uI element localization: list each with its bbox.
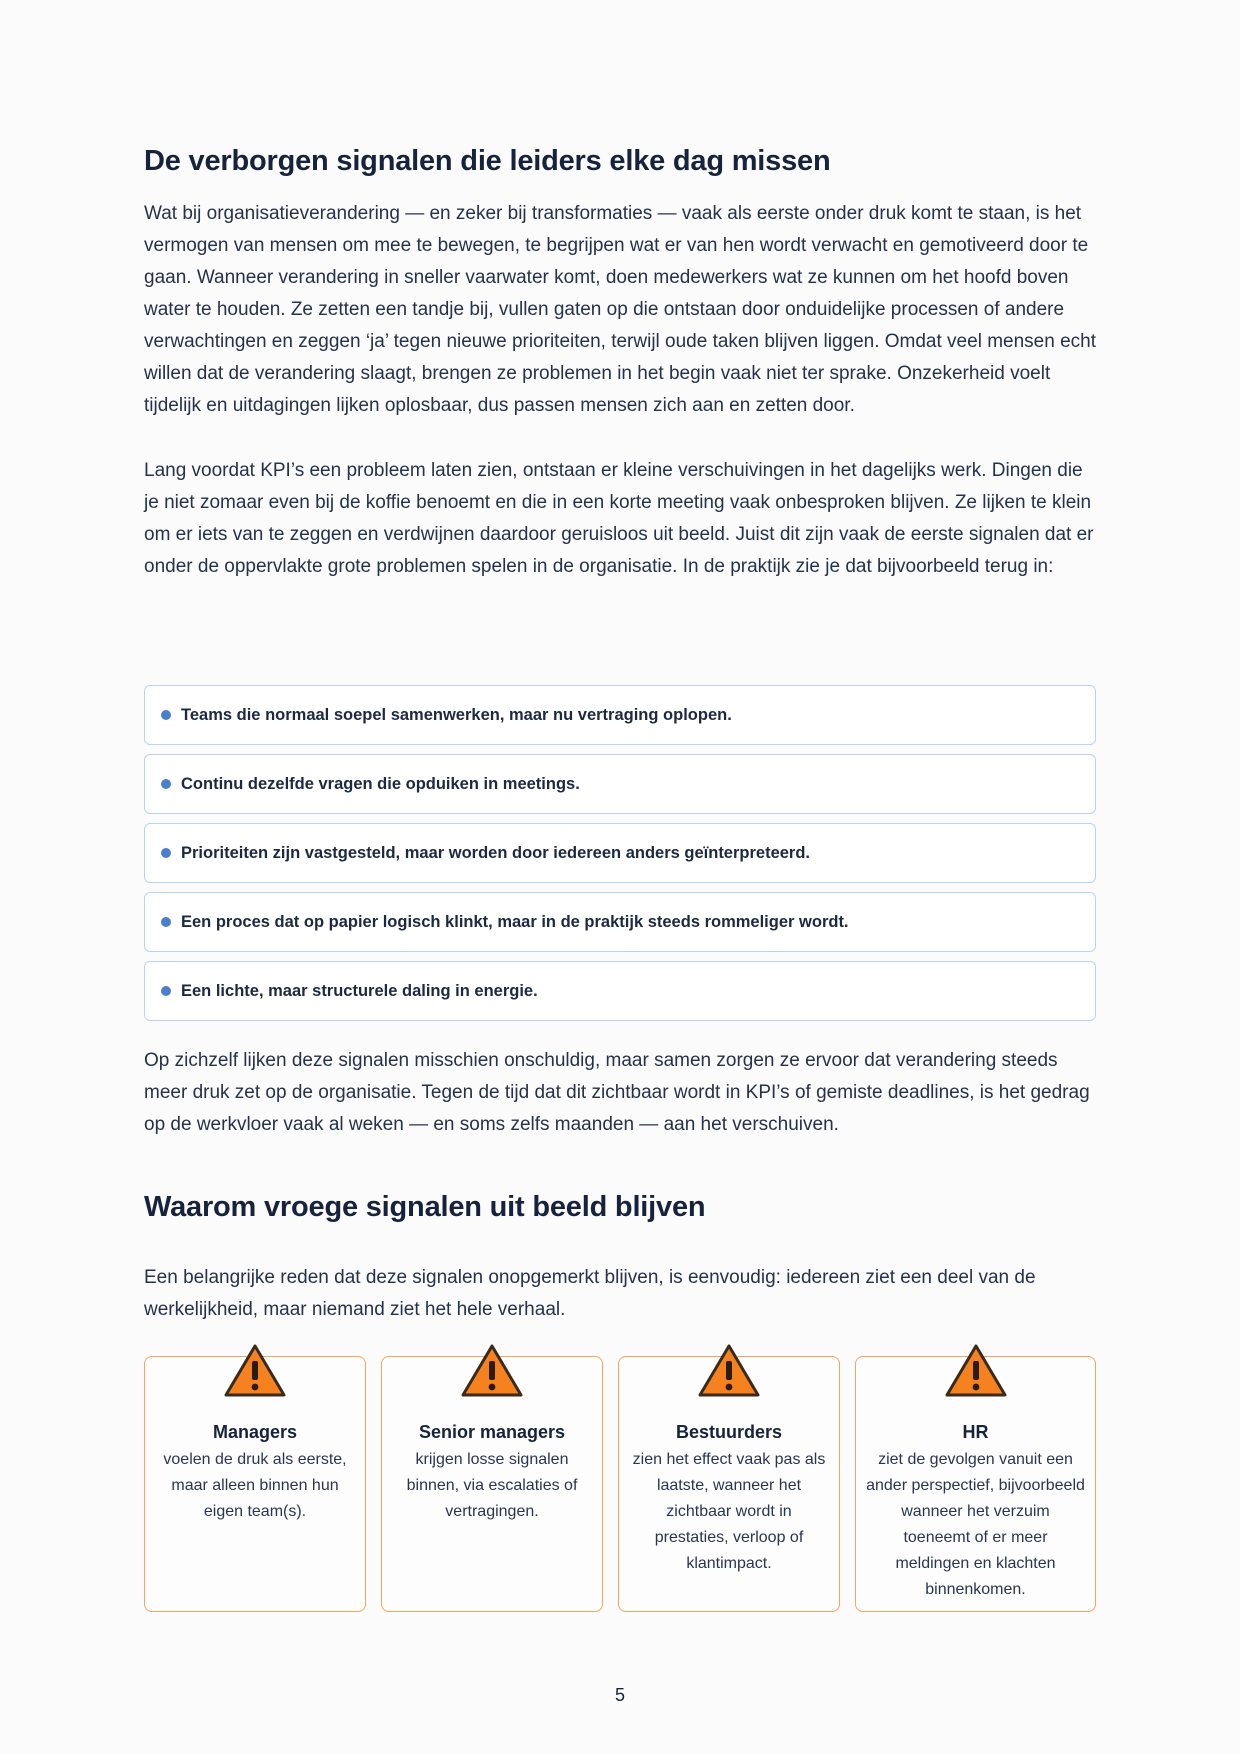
- signal-list: [144, 685, 1096, 1030]
- card-hr: [855, 1356, 1096, 1612]
- bullet-dot-icon: [161, 917, 171, 927]
- warning-icon: [223, 1343, 287, 1399]
- card-text: ziet de gevolgen vanuit een ander perspectief, bijvoorbeeld wanneer het verzuim toeneemt of er meer meldingen en klachten binnenkomen.: [866, 1451, 1085, 1598]
- warning-icon: [460, 1343, 524, 1399]
- list-item: Een lichte, maar structurele daling in energie.: [144, 961, 1096, 1021]
- intro-paragraph: Wat bij organisatieverandering — en zeker bij transformaties — vaak als eerste onder druk komt te staan, is het vermogen van mensen om mee te bewegen, te begrijpen wat er van hen wordt verwacht en gemotiveerd door te gaan. Wanneer verandering in sneller vaarwater komt, doen medewerkers wat ze kunnen om het hoofd boven water te houden. Ze zetten een tandje bij, vullen gaten op die ontstaan door onduidelijke processen of andere verwachtingen en zeggen ‘ja’ tegen nieuwe prioriteiten, terwijl oude taken blijven liggen. Omdat veel mensen echt willen dat de verandering slaagt, brengen ze problemen in het begin vaak niet ter sprake. Onzekerheid voelt tijdelijk en uitdagingen lijken oplosbaar, dus passen mensen zich aan en zetten door.: [144, 203, 1096, 416]
- card-text: zien het effect vaak pas als laatste, wanneer het zichtbaar wordt in prestaties, verloop of klantimpact.: [632, 1451, 826, 1572]
- list-item: Prioriteiten zijn vastgesteld, maar worden door iedereen anders geïnterpreteerd.: [144, 823, 1096, 883]
- card-managers: [144, 1356, 366, 1612]
- card-senior-managers: [381, 1356, 603, 1612]
- stakeholder-cards: [144, 1346, 1096, 1626]
- bullet-dot-icon: [161, 779, 171, 789]
- signals-paragraph: Lang voordat KPI’s een probleem laten zien, ontstaan er kleine verschuivingen in het dagelijks werk. Dingen die je niet zomaar even bij de koffie benoemt en die in een korte meeting vaak onbesproken blijven. Ze lijken te klein om er iets van te zeggen en verdwijnen daardoor geruisloos uit beeld. Juist dit zijn vaak de eerste signalen dat er onder de oppervlakte grote problemen spelen in de organisatie. In de praktijk zie je dat bijvoorbeeld terug in:: [144, 460, 1094, 577]
- warning-icon: [697, 1343, 761, 1399]
- conclusion-paragraph: Op zichzelf lijken deze signalen misschien onschuldig, maar samen zorgen ze ervoor dat verandering steeds meer druk zet op de organisatie. Tegen de tijd dat dit zichtbaar wordt in KPI’s of gemiste deadlines, is het gedrag op de werkvloer vaak al weken — en soms zelfs maanden — aan het verschuiven.: [144, 1050, 1090, 1135]
- bullet-dot-icon: [161, 710, 171, 720]
- card-title: Managers: [212, 1422, 298, 1442]
- card-title: Senior managers: [418, 1422, 566, 1442]
- section-title-2: Waarom vroege signalen uit beeld blijven: [144, 1191, 706, 1223]
- bullet-dot-icon: [161, 848, 171, 858]
- warning-icon: [944, 1343, 1008, 1399]
- list-item: Teams die normaal soepel samenwerken, maar nu vertraging oplopen.: [144, 685, 1096, 745]
- bullet-dot-icon: [161, 986, 171, 996]
- list-item: Continu dezelfde vragen die opduiken in meetings.: [144, 754, 1096, 814]
- card-text: krijgen losse signalen binnen, via escalaties of vertragingen.: [406, 1451, 578, 1520]
- list-item: Een proces dat op papier logisch klinkt, maar in de praktijk steeds rommeliger wordt.: [144, 892, 1096, 952]
- card-title: HR: [962, 1422, 989, 1442]
- card-bestuurders: [618, 1356, 840, 1612]
- card-text: voelen de druk als eerste, maar alleen binnen hun eigen team(s).: [163, 1451, 347, 1520]
- section-title: De verborgen signalen die leiders elke dag missen: [144, 145, 831, 177]
- reason-paragraph: Een belangrijke reden dat deze signalen onopgemerkt blijven, is eenvoudig: iedereen ziet een deel van de werkelijkheid, maar niemand ziet het hele verhaal.: [144, 1267, 1036, 1320]
- card-title: Bestuurders: [675, 1422, 783, 1442]
- page-number: 5: [614, 1685, 625, 1705]
